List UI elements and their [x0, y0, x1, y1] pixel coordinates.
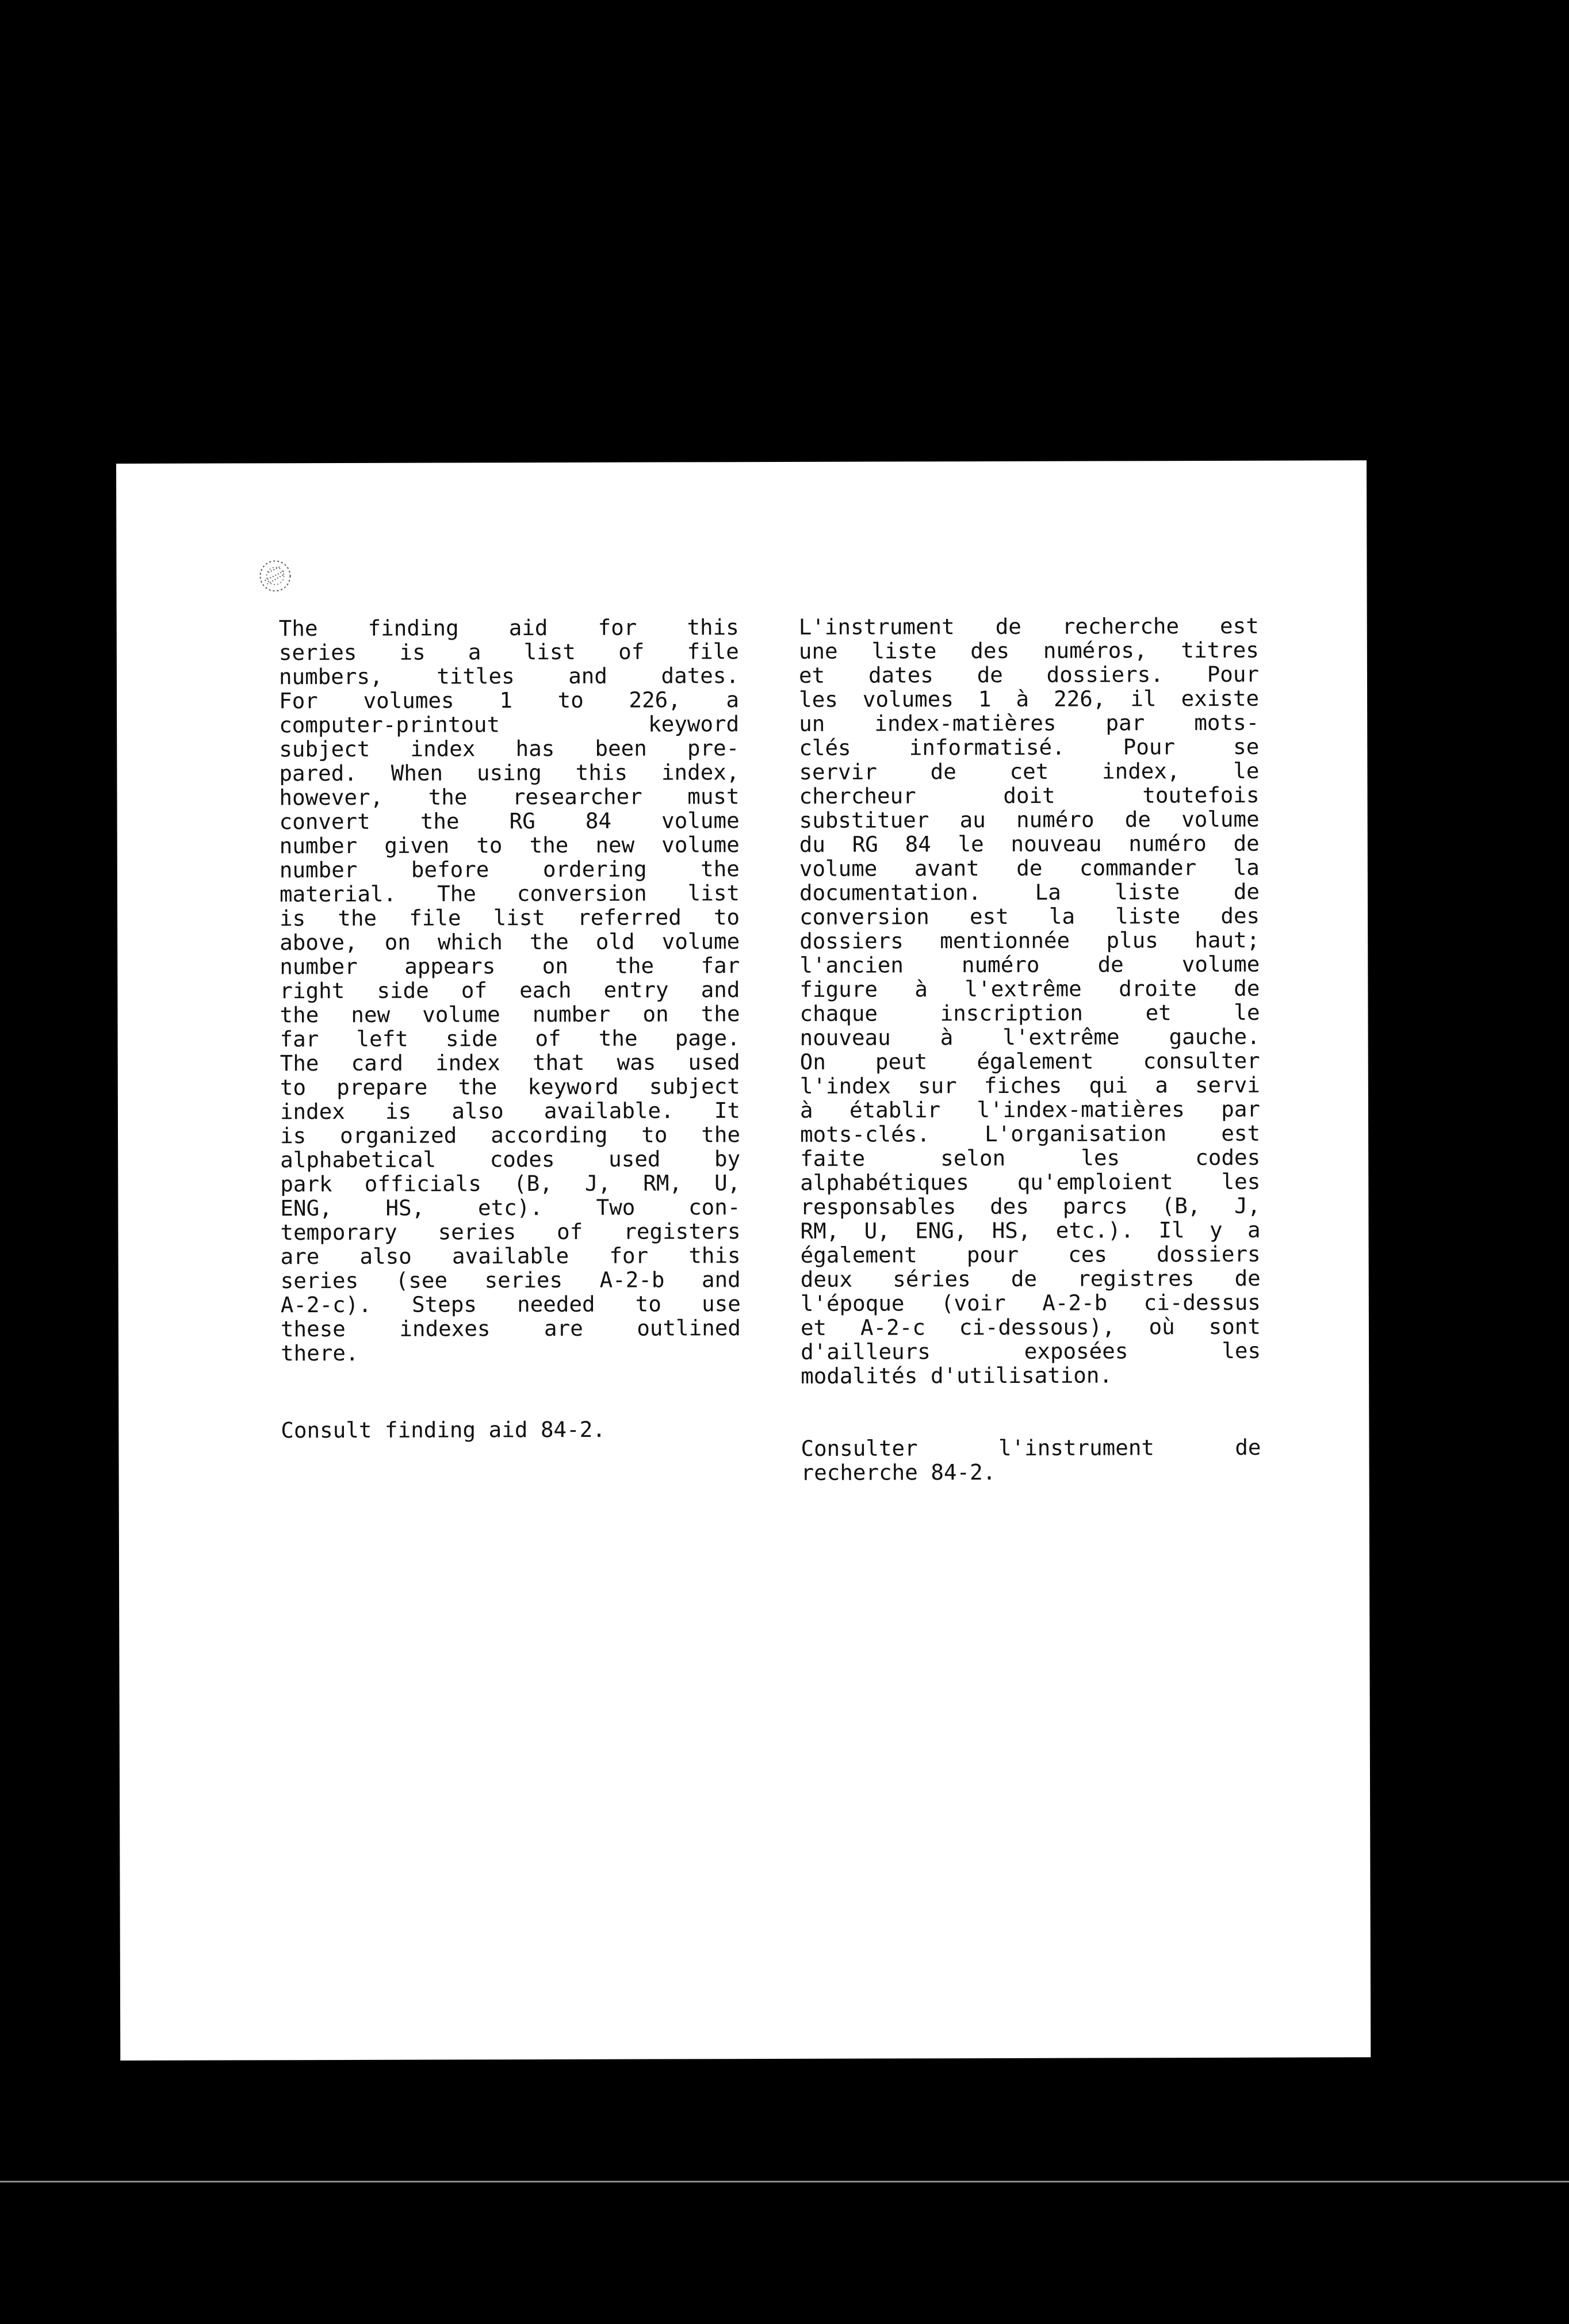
- text-line: deux séries de registres de: [800, 1265, 1261, 1292]
- text-line: également pour ces dossiers: [800, 1241, 1261, 1268]
- text-line: above, on which the old volume: [280, 928, 740, 955]
- text-line: mots-clés. L'organisation est: [799, 1120, 1261, 1147]
- english-reference: Consult finding aid 84-2.: [281, 1416, 606, 1443]
- text-line: un index-matières par mots-: [799, 709, 1260, 736]
- text-line: les volumes 1 à 226, il existe: [799, 685, 1260, 712]
- text-line: series (see series A-2-b and: [280, 1267, 741, 1294]
- text-line: there.: [280, 1340, 359, 1366]
- library-stamp-icon: [257, 557, 293, 594]
- text-line: chercheur doit toutefois: [799, 782, 1260, 809]
- text-line: responsables des parcs (B, J,: [800, 1192, 1261, 1220]
- text-line: index is also available. It: [280, 1098, 741, 1125]
- text-line: subject index has been pre-: [279, 735, 740, 762]
- text-line: documentation. La liste de: [799, 878, 1260, 905]
- text-line: ENG, HS, etc). Two con-: [280, 1194, 741, 1221]
- text-line: On peut également consulter: [799, 1048, 1260, 1075]
- text-line: park officials (B, J, RM, U,: [280, 1170, 741, 1197]
- text-line: RM, U, ENG, HS, etc.). Il y a: [800, 1217, 1261, 1244]
- text-line: computer-printout keyword: [279, 711, 740, 738]
- text-line: The card index that was used: [280, 1049, 740, 1076]
- text-line: number appears on the far: [280, 953, 740, 980]
- text-line: du RG 84 le nouveau numéro de: [799, 830, 1260, 857]
- text-line: figure à l'extrême droite de: [799, 975, 1260, 1002]
- text-line: convert the RG 84 volume: [279, 808, 740, 835]
- text-line: et dates de dossiers. Pour: [798, 661, 1260, 688]
- text-line: l'ancien numéro de volume: [799, 951, 1260, 978]
- text-line: the new volume number on the: [280, 1001, 740, 1028]
- text-line: alphabétiques qu'emploient les: [800, 1168, 1261, 1195]
- text-line: conversion est la liste des: [799, 903, 1260, 930]
- text-line: numbers, titles and dates.: [278, 663, 740, 690]
- text-line: far left side of the page.: [280, 1025, 740, 1052]
- text-line: l'époque (voir A-2-b ci-dessus: [800, 1289, 1261, 1316]
- text-line: temporary series of registers: [280, 1218, 741, 1245]
- text-line: however, the researcher must: [279, 783, 740, 811]
- text-line: are also available for this: [280, 1243, 741, 1270]
- text-line: these indexes are outlined: [280, 1315, 741, 1342]
- french-paragraph: [799, 614, 1261, 1388]
- text-line: faite selon les codes: [800, 1144, 1261, 1171]
- text-line: modalités d'utilisation.: [801, 1362, 1113, 1389]
- text-line: right side of each entry and: [280, 977, 740, 1004]
- scanner-edge-line: [0, 2181, 1569, 2182]
- english-column: [279, 615, 741, 1442]
- text-line: series is a list of file: [278, 639, 739, 666]
- text-line: chaque inscription et le: [799, 999, 1260, 1026]
- document-page: [116, 460, 1371, 2061]
- text-line: à établir l'index-matières par: [799, 1096, 1261, 1123]
- text-line: is the file list referred to: [280, 904, 740, 931]
- text-line: Consulter l'instrument de: [801, 1434, 1261, 1461]
- text-line: servir de cet index, le: [799, 758, 1260, 785]
- text-line: to prepare the keyword subject: [280, 1073, 740, 1100]
- text-line: number before ordering the: [279, 856, 740, 883]
- text-line: L'instrument de recherche est: [798, 613, 1259, 640]
- text-line: number given to the new volume: [279, 832, 740, 859]
- text-line: alphabetical codes used by: [280, 1146, 741, 1173]
- text-line: The finding aid for this: [278, 614, 739, 641]
- text-line: pared. When using this index,: [279, 759, 740, 786]
- french-reference: [801, 1435, 1261, 1485]
- text-line: A-2-c). Steps needed to use: [280, 1291, 741, 1318]
- text-line: clés informatisé. Pour se: [799, 733, 1260, 760]
- french-column: [799, 614, 1261, 1485]
- text-line: et A-2-c ci-dessous), où sont: [800, 1313, 1261, 1340]
- text-line: l'index sur fiches qui a servi: [799, 1072, 1260, 1099]
- text-line: nouveau à l'extrême gauche.: [799, 1023, 1260, 1050]
- text-line: For volumes 1 to 226, a: [279, 687, 740, 714]
- text-line: d'ailleurs exposées les: [800, 1337, 1261, 1364]
- text-line: volume avant de commander la: [799, 854, 1260, 881]
- text-line: material. The conversion list: [279, 880, 740, 907]
- english-paragraph: [279, 615, 741, 1365]
- text-line: is organized according to the: [280, 1122, 741, 1149]
- text-line: dossiers mentionnée plus haut;: [799, 927, 1260, 954]
- text-line: une liste des numéros, titres: [798, 637, 1259, 664]
- text-line: substituer au numéro de volume: [799, 806, 1260, 833]
- text-line: recherche 84-2.: [801, 1459, 996, 1485]
